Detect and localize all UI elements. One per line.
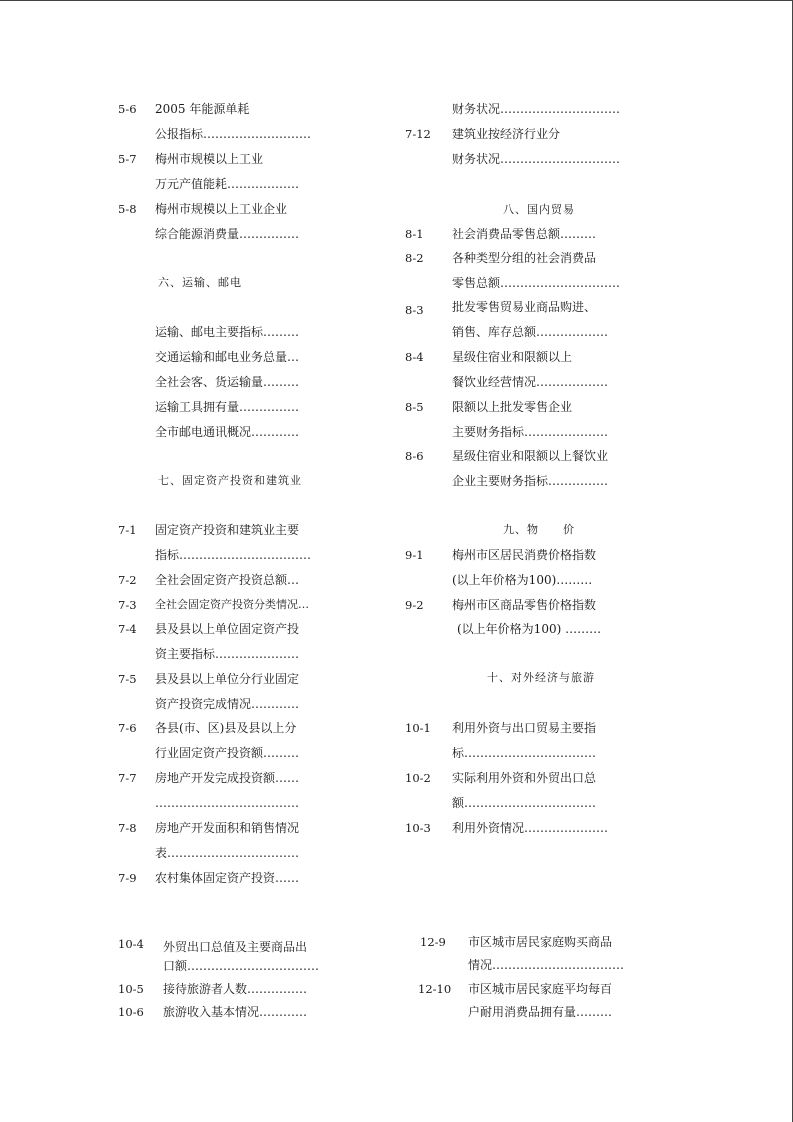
section-heading-transport: 六、运输、邮电	[158, 276, 242, 289]
section-heading-domestic-trade: 八、国内贸易	[503, 203, 575, 216]
entry-number: 10-6	[118, 1005, 144, 1019]
entry-number: 9-2	[405, 598, 424, 612]
entry-title-cont[interactable]: 资产投资完成情况…………	[155, 697, 300, 711]
entry-title[interactable]: 全市邮电通讯概况…………	[155, 425, 300, 439]
entry-title-cont[interactable]: 主要财务指标…………………	[452, 425, 609, 439]
entry-title[interactable]: 全社会固定资产投资总额…	[155, 573, 300, 587]
entry-title[interactable]: 外贸出口总值及主要商品出	[163, 940, 308, 954]
entry-title-cont[interactable]: 额……………………………	[452, 796, 597, 810]
entry-number: 10-1	[405, 721, 431, 735]
entry-title[interactable]: 房地产开发完成投资额……	[155, 771, 300, 785]
entry-number: 8-4	[405, 350, 424, 364]
entry-number: 8-5	[405, 400, 424, 414]
entry-title-cont[interactable]: 户耐用消费品拥有量………	[468, 1005, 613, 1019]
entry-number: 10-3	[405, 821, 431, 835]
entry-number: 12-9	[420, 935, 446, 949]
entry-title[interactable]: 梅州市区居民消费价格指数	[452, 548, 597, 562]
entry-title[interactable]: 实际利用外资和外贸出口总	[452, 771, 597, 785]
entry-title-cont[interactable]: 综合能源消费量……………	[155, 227, 300, 241]
entry-number: 7-8	[118, 821, 137, 835]
entry-number: 5-7	[118, 152, 137, 166]
entry-number: 9-1	[405, 548, 424, 562]
entry-title-cont[interactable]: 企业主要财务指标……………	[452, 474, 609, 488]
entry-title-cont[interactable]: 表……………………………	[155, 846, 300, 860]
entry-title[interactable]: 梅州市规模以上工业	[155, 152, 264, 166]
entry-number: 5-6	[118, 102, 137, 116]
entry-title[interactable]: 梅州市区商品零售价格指数	[452, 598, 597, 612]
entry-title[interactable]: 运输工具拥有量……………	[155, 400, 300, 414]
entry-title[interactable]: 接待旅游者人数……………	[163, 982, 308, 996]
entry-number: 7-12	[405, 127, 431, 141]
entry-title-cont[interactable]: 万元产值能耗………………	[155, 177, 300, 191]
entry-title[interactable]: 2005 年能源单耗	[155, 102, 250, 116]
entry-number: 10-4	[118, 937, 144, 951]
entry-title-cont[interactable]: ………………………………	[155, 796, 299, 810]
entry-number: 7-5	[118, 672, 137, 686]
entry-title[interactable]: 市区城市居民家庭平均每百	[468, 982, 613, 996]
entry-title-cont[interactable]: (以上年价格为100) ………	[457, 622, 602, 636]
entry-number: 10-5	[118, 982, 144, 996]
entry-title-cont[interactable]: 零售总额…………………………	[452, 276, 621, 290]
entry-number: 7-6	[118, 721, 137, 735]
entry-title[interactable]: 县及县以上单位固定资产投	[155, 622, 300, 636]
entry-number: 8-6	[405, 449, 424, 463]
entry-title-cont[interactable]: 资主要指标…………………	[155, 647, 300, 661]
entry-title[interactable]: 全社会客、货运输量………	[155, 375, 300, 389]
entry-title-cont[interactable]: 餐饮业经营情况………………	[452, 375, 609, 389]
entry-title[interactable]: 县及县以上单位分行业固定	[155, 672, 300, 686]
entry-title[interactable]: 运输、邮电主要指标………	[155, 325, 300, 339]
entry-title[interactable]: 旅游收入基本情况…………	[163, 1005, 308, 1019]
entry-title[interactable]: 利用外资与出口贸易主要指	[452, 721, 597, 735]
entry-number: 7-1	[118, 523, 137, 537]
entry-number: 7-2	[118, 573, 137, 587]
entry-number: 7-4	[118, 622, 137, 636]
entry-title-cont[interactable]: 标……………………………	[452, 746, 597, 760]
entry-title-cont[interactable]: 情况……………………………	[468, 958, 625, 972]
entry-title[interactable]: 利用外资情况…………………	[452, 821, 609, 835]
entry-title[interactable]: 房地产开发面积和销售情况	[155, 821, 300, 835]
entry-number: 7-3	[118, 598, 137, 612]
entry-title[interactable]: 限额以上批发零售企业	[452, 400, 573, 414]
entry-number: 5-8	[118, 202, 137, 216]
entry-title-cont[interactable]: 公报指标………………………	[155, 127, 312, 141]
entry-title-cont[interactable]: (以上年价格为100)………	[452, 573, 593, 587]
entry-title[interactable]: 固定资产投资和建筑业主要	[155, 523, 300, 537]
entry-title[interactable]: 社会消费品零售总额………	[452, 227, 597, 241]
entry-title-cont[interactable]: 口额……………………………	[163, 959, 320, 973]
entry-number: 8-1	[405, 227, 424, 241]
entry-number: 10-2	[405, 771, 431, 785]
section-heading-foreign-economy: 十、对外经济与旅游	[487, 671, 595, 684]
section-heading-prices: 九、物 价	[503, 523, 575, 536]
entry-number: 8-2	[405, 251, 424, 265]
entry-title[interactable]: 各种类型分组的社会消费品	[452, 251, 597, 265]
entry-title-cont[interactable]: 财务状况…………………………	[452, 152, 621, 166]
entry-number: 7-7	[118, 771, 137, 785]
entry-number: 7-9	[118, 871, 137, 885]
entry-title[interactable]: 建筑业按经济行业分	[452, 127, 561, 141]
page-top-border	[0, 0, 792, 1]
entry-number: 8-3	[405, 303, 424, 317]
entry-title-cont[interactable]: 财务状况…………………………	[452, 102, 621, 116]
entry-title[interactable]: 全社会固定资产投资分类情况…	[155, 598, 309, 611]
entry-title[interactable]: 农村集体固定资产投资……	[155, 871, 300, 885]
entry-title[interactable]: 市区城市居民家庭购买商品	[468, 935, 613, 949]
entry-title-cont[interactable]: 指标……………………………	[155, 548, 312, 562]
entry-title[interactable]: 星级住宿业和限额以上	[452, 350, 573, 364]
entry-number: 12-10	[418, 982, 452, 996]
entry-title[interactable]: 星级住宿业和限额以上餐饮业	[452, 449, 609, 463]
entry-title[interactable]: 批发零售贸易业商品购进、	[452, 300, 597, 314]
entry-title[interactable]: 梅州市规模以上工业企业	[155, 202, 288, 216]
entry-title-cont[interactable]: 销售、库存总额………………	[452, 325, 609, 339]
entry-title[interactable]: 交通运输和邮电业务总量…	[155, 350, 300, 364]
section-heading-investment: 七、固定资产投资和建筑业	[158, 474, 302, 487]
entry-title-cont[interactable]: 行业固定资产投资额………	[155, 746, 300, 760]
entry-title[interactable]: 各县(市、区)县及县以上分	[155, 721, 297, 735]
